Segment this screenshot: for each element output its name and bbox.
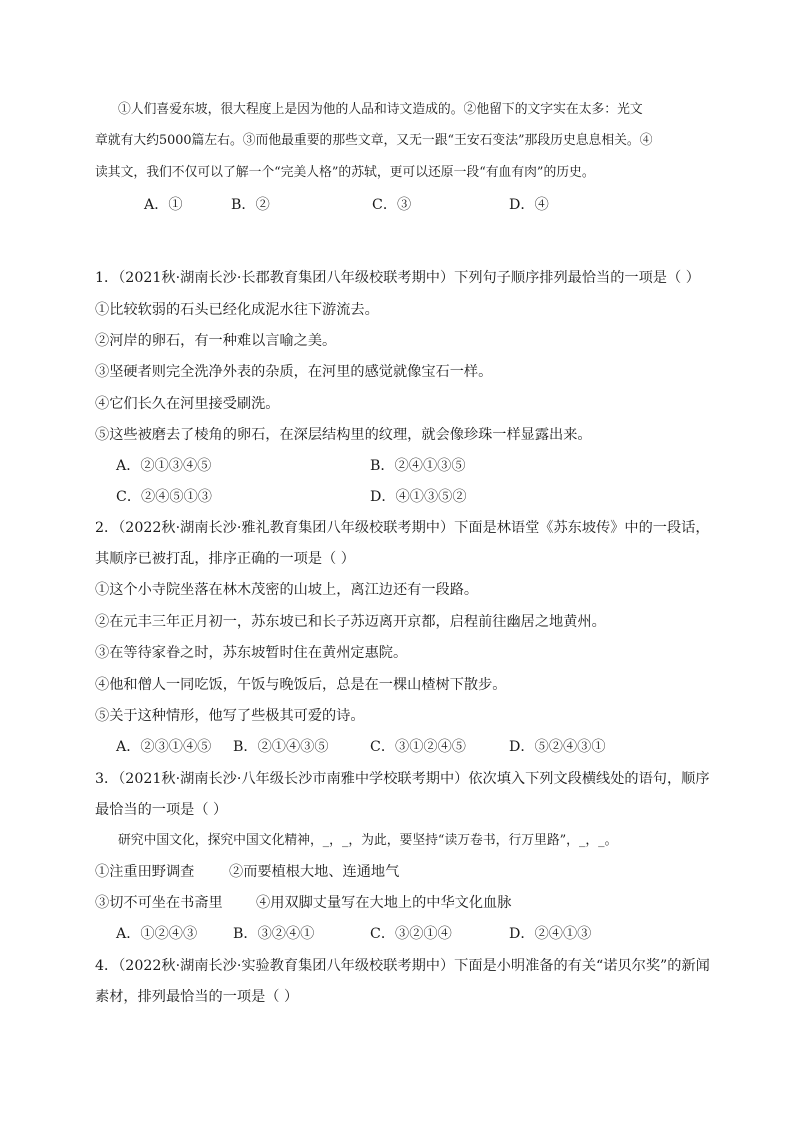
intro-option-c: C．③ — [372, 197, 412, 213]
question-1-item: ⑤这些被磨去了棱角的卵石，在深层结构里的纹理，就会像珍珠一样显露出来。 — [95, 427, 592, 443]
question-1-option-b: B．②④①③⑤ — [370, 458, 466, 474]
question-1-option-d: D．④①③⑤② — [370, 489, 467, 505]
intro-paragraph-line: 读其文，我们不仅可以了解一个“完美人格”的苏轼，更可以还原一段“有血有肉”的历史。 — [95, 165, 595, 180]
question-2-item: ⑤关于这种情形，他写了些极其可爱的诗。 — [95, 708, 365, 724]
intro-paragraph-line: 章就有大约5000篇左右。③而他最重要的那些文章，又无一跟“王安石变法”那段历史息息相关。④ — [95, 133, 653, 148]
intro-paragraph-line: ①人们喜爱东坡，很大程度上是因为他的人品和诗文造成的。②他留下的文字实在太多：光文 — [118, 102, 643, 117]
question-2-item: ①这个小寺院坐落在林木茂密的山坡上，离江边还有一段路。 — [95, 582, 479, 598]
intro-option-b: B．② — [231, 197, 270, 213]
intro-option-a: A．① — [144, 197, 183, 213]
question-3-option-a: A．①②④③ — [116, 926, 198, 942]
question-2-option-b: B．②①④③⑤ — [233, 739, 329, 755]
question-2-stem: 其顺序已被打乱，排序正确的一项是（ ） — [95, 551, 355, 567]
question-2-item: ②在元丰三年正月初一，苏东坡已和长子苏迈离开京都，启程前往幽居之地黄州。 — [95, 614, 606, 630]
question-3-option-b: B．③②④① — [233, 926, 315, 942]
question-3-item: ③切不可坐在书斋里 — [95, 895, 223, 911]
intro-option-d: D．④ — [509, 197, 549, 213]
question-2-item: ④他和僧人一同吃饭，午饭与晚饭后，总是在一棵山楂树下散步。 — [95, 677, 507, 693]
question-3-option-c: C．③②①④ — [370, 926, 452, 942]
question-1-option-c: C．②④⑤①③ — [116, 489, 212, 505]
question-1-item: ④它们长久在河里接受刷洗。 — [95, 396, 280, 412]
question-4-stem: 4．（2022秋·湖南长沙·实验教育集团八年级校联考期中）下面是小明准备的有关“诺贝尔奖”的新闻 — [95, 958, 710, 974]
question-3-stem: 3．（2021秋·湖南长沙·八年级长沙市南雅中学校联考期中）依次填入下列文段横线处的语句，顺序 — [95, 771, 710, 787]
question-2-option-c: C．③①②④⑤ — [370, 739, 466, 755]
question-1-option-a: A．②①③④⑤ — [116, 458, 212, 474]
question-3-stem: 最恰当的一项是（ ） — [95, 802, 228, 818]
question-2-stem: 2．（2022秋·湖南长沙·雅礼教育集团八年级校联考期中）下面是林语堂《苏东坡传》中的一段话， — [95, 520, 710, 536]
question-4-stem: 素材，排列最恰当的一项是（ ） — [95, 989, 299, 1005]
question-1-item: ③坚硬者则完全洗净外表的杂质，在河里的感觉就像宝石一样。 — [95, 364, 493, 380]
question-2-option-d: D．⑤②④③① — [509, 739, 606, 755]
question-1-item: ②河岸的卵石，有一种难以言喻之美。 — [95, 333, 337, 349]
question-2-option-a: A．②③①④⑤ — [116, 739, 212, 755]
question-3-passage: 研究中国文化，探究中国文化精神，_，_，为此，要坚持“读万卷书，行万里路”，_，_。 — [118, 833, 618, 848]
question-3-option-d: D．②④①③ — [509, 926, 592, 942]
question-1-item: ①比较软弱的石头已经化成泥水往下游流去。 — [95, 302, 379, 318]
question-3-item: ②而要植根大地、连通地气 — [229, 864, 400, 880]
question-3-item: ④用双脚丈量写在大地上的中华文化血脉 — [256, 895, 512, 911]
question-2-item: ③在等待家眷之时，苏东坡暂时住在黄州定惠院。 — [95, 645, 408, 661]
question-1-stem: 1．（2021秋·湖南长沙·长郡教育集团八年级校联考期中）下列句子顺序排列最恰当的一项是（ ） — [95, 270, 700, 286]
question-3-item: ①注重田野调查 — [95, 864, 195, 880]
